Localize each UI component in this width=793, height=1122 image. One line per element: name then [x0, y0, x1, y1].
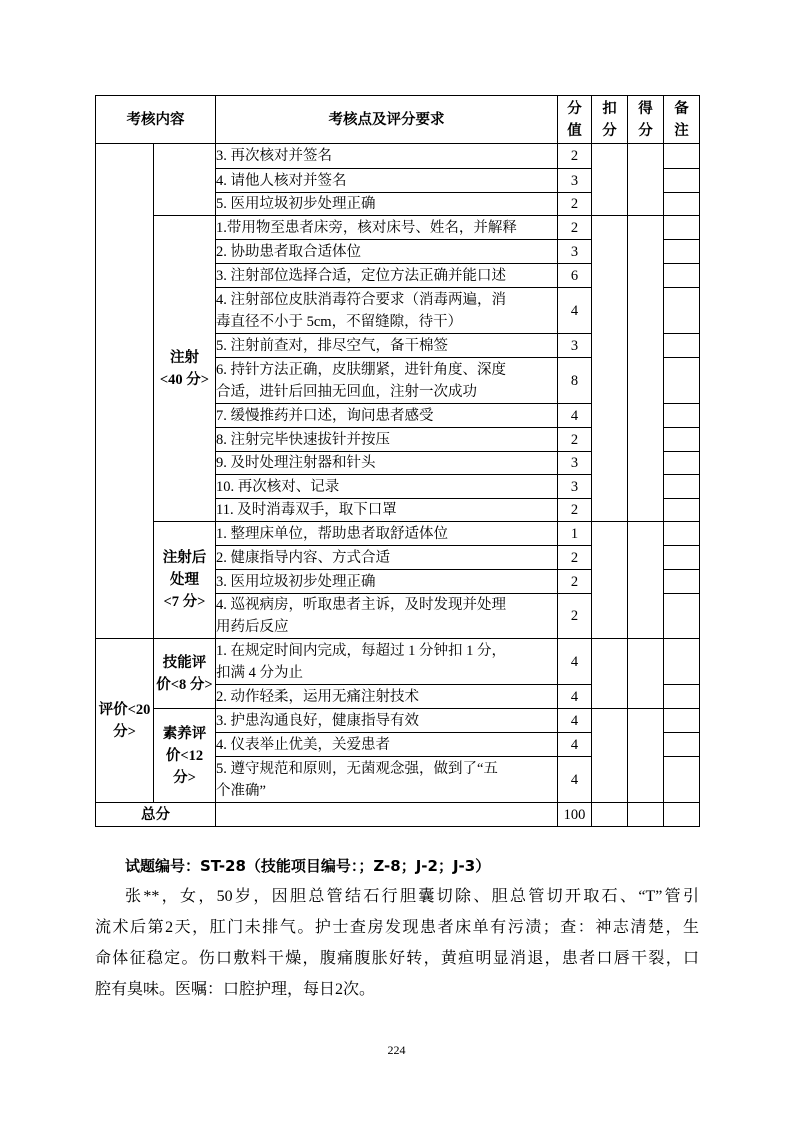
total-row — [96, 803, 700, 827]
header-deduct: 扣 分 — [592, 96, 628, 144]
subcategory-post-injection: 注射后 处理 <7 分> — [154, 522, 216, 639]
item-text: 8. 注射完毕快速拔针并按压 — [216, 428, 558, 452]
item-text: 1.带用物至患者床旁，核对床号、姓名，并解释 — [216, 216, 558, 240]
category-evaluation: 评价<20 分> — [96, 639, 154, 803]
item-score: 3 — [558, 452, 592, 475]
item-text: 2. 协助患者取合适体位 — [216, 240, 558, 264]
deduct-cell — [592, 709, 628, 803]
total-label: 总分 — [96, 803, 216, 827]
item-score: 4 — [558, 733, 592, 757]
item-text: 1. 在规定时间内完成，每超过 1 分钟扣 1 分， 扣满 4 分为止 — [216, 639, 558, 685]
item-text: 10. 再次核对、记录 — [216, 475, 558, 499]
item-text: 11. 及时消毒双手，取下口罩 — [216, 499, 558, 522]
item-text: 4. 仪表举止优美，关爱患者 — [216, 733, 558, 757]
item-score: 3 — [558, 334, 592, 358]
item-score: 2 — [558, 144, 592, 169]
item-text: 3. 再次核对并签名 — [216, 144, 558, 169]
remark-cell — [664, 169, 700, 193]
item-text: 5. 医用垃圾初步处理正确 — [216, 193, 558, 216]
remark-cell — [664, 685, 700, 709]
table-row — [96, 522, 700, 546]
total-score: 100 — [558, 803, 592, 827]
remark-cell — [664, 428, 700, 452]
question-title: 试题编号：ST-28（技能项目编号：；Z-8；J-2；J-3） — [125, 857, 491, 875]
got-cell — [628, 803, 664, 827]
item-text: 1. 整理床单位，帮助患者取舒适体位 — [216, 522, 558, 546]
question-line: 命体征稳定。伤口敷料干燥，腹痛腹胀好转，黄疸明显消退，患者口唇干裂，口 — [95, 950, 699, 967]
scoring-table — [95, 95, 700, 827]
remark-cell — [664, 594, 700, 639]
item-score: 3 — [558, 169, 592, 193]
item-score: 4 — [558, 288, 592, 334]
remark-cell — [664, 639, 700, 685]
remark-cell — [664, 757, 700, 803]
remark-cell — [664, 733, 700, 757]
remark-cell — [664, 452, 700, 475]
item-score: 4 — [558, 757, 592, 803]
deduct-cell — [592, 639, 628, 709]
item-score: 2 — [558, 594, 592, 639]
remark-cell — [664, 475, 700, 499]
item-score: 2 — [558, 193, 592, 216]
item-score: 6 — [558, 264, 592, 288]
question-line: 流术后第2天，肛门未排气。护士查房发现患者床单有污渍；查：神志清楚，生 — [95, 919, 699, 936]
item-score: 1 — [558, 522, 592, 546]
remark-cell — [664, 803, 700, 827]
deduct-cell — [592, 522, 628, 639]
page-number: 224 — [387, 1043, 406, 1057]
remark-cell — [664, 144, 700, 169]
deduct-cell — [592, 803, 628, 827]
item-text: 4. 注射部位皮肤消毒符合要求（消毒两遍，消 毒直径不小于 5cm，不留缝隙，待干） — [216, 288, 558, 334]
item-score: 4 — [558, 639, 592, 685]
item-score: 2 — [558, 216, 592, 240]
deduct-cell — [592, 216, 628, 522]
got-cell — [628, 639, 664, 709]
item-score: 2 — [558, 546, 592, 570]
got-cell — [628, 144, 664, 216]
deduct-cell — [592, 144, 628, 216]
item-score: 4 — [558, 709, 592, 733]
item-text: 2. 动作轻柔，运用无痛注射技术 — [216, 685, 558, 709]
item-score: 2 — [558, 570, 592, 594]
remark-cell — [664, 546, 700, 570]
item-score: 4 — [558, 685, 592, 709]
item-text: 5. 注射前查对，排尽空气，备干棉签 — [216, 334, 558, 358]
header-row — [96, 96, 700, 144]
got-cell — [628, 216, 664, 522]
remark-cell — [664, 499, 700, 522]
remark-cell — [664, 570, 700, 594]
item-text: 4. 请他人核对并签名 — [216, 169, 558, 193]
item-score: 3 — [558, 240, 592, 264]
subcategory-injection: 注射 <40 分> — [154, 216, 216, 522]
table-row — [96, 144, 700, 169]
remark-cell — [664, 358, 700, 404]
category-blank — [96, 144, 154, 639]
subcategory-quality: 素养评 价<12 分> — [154, 709, 216, 803]
item-text: 3. 注射部位选择合适，定位方法正确并能口述 — [216, 264, 558, 288]
remark-cell — [664, 240, 700, 264]
remark-cell — [664, 288, 700, 334]
table-row — [96, 216, 700, 240]
item-score: 2 — [558, 428, 592, 452]
item-score: 2 — [558, 499, 592, 522]
item-text: 3. 护患沟通良好，健康指导有效 — [216, 709, 558, 733]
item-score: 3 — [558, 475, 592, 499]
item-text: 4. 巡视病房，听取患者主诉，及时发现并处理 用药后反应 — [216, 594, 558, 639]
remark-cell — [664, 404, 700, 428]
header-remark: 备 注 — [664, 96, 700, 144]
subcategory-blank — [154, 144, 216, 216]
question-line: 腔有臭味。医嘱：口腔护理，每日2次。 — [95, 981, 376, 998]
item-text: 6. 持针方法正确，皮肤绷紧，进针角度、深度 合适，进针后回抽无回血，注射一次成功 — [216, 358, 558, 404]
header-score: 分 值 — [558, 96, 592, 144]
header-points: 考核点及评分要求 — [216, 96, 558, 144]
remark-cell — [664, 709, 700, 733]
table-row — [96, 639, 700, 685]
item-text: 9. 及时处理注射器和针头 — [216, 452, 558, 475]
remark-cell — [664, 193, 700, 216]
table-row — [96, 709, 700, 733]
total-blank — [216, 803, 558, 827]
remark-cell — [664, 334, 700, 358]
got-cell — [628, 522, 664, 639]
header-got: 得 分 — [628, 96, 664, 144]
remark-cell — [664, 522, 700, 546]
item-text: 3. 医用垃圾初步处理正确 — [216, 570, 558, 594]
remark-cell — [664, 216, 700, 240]
remark-cell — [664, 264, 700, 288]
question-line: 张**，女，50岁，因胆总管结石行胆囊切除、胆总管切开取石、“T”管引 — [125, 888, 699, 905]
item-text: 2. 健康指导内容、方式合适 — [216, 546, 558, 570]
header-content: 考核内容 — [96, 96, 216, 144]
got-cell — [628, 709, 664, 803]
subcategory-skill: 技能评 价<8 分> — [154, 639, 216, 709]
item-score: 4 — [558, 404, 592, 428]
item-text: 7. 缓慢推药并口述，询问患者感受 — [216, 404, 558, 428]
item-text: 5. 遵守规范和原则，无菌观念强，做到了“五 个准确” — [216, 757, 558, 803]
item-score: 8 — [558, 358, 592, 404]
